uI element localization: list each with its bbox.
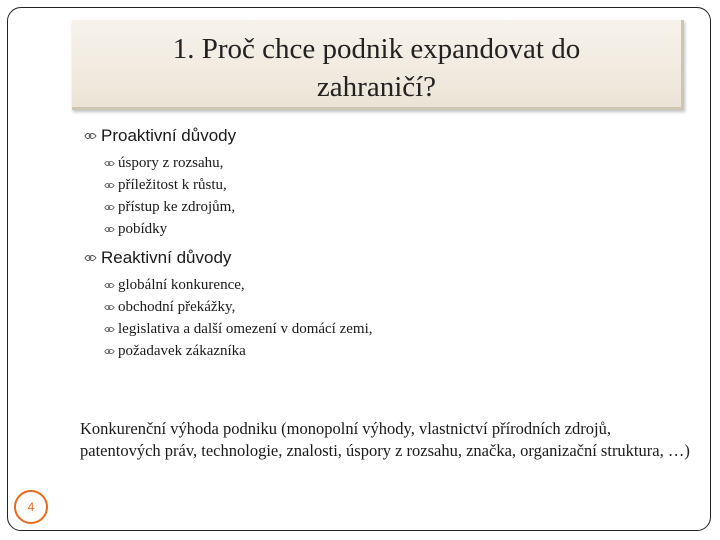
sub-bullet-item: [84, 152, 684, 174]
sub-bullet-label: pobídky: [118, 221, 168, 237]
double-leaf-bullet-icon: [104, 225, 115, 234]
page-number: 4: [27, 500, 35, 514]
sub-bullet-label: globální konkurence,: [118, 277, 245, 293]
slide-title-line-1: 1. Proč chce podnik expandovat do: [172, 33, 581, 65]
sub-bullet-item: [84, 318, 684, 340]
double-leaf-bullet-icon: [104, 347, 115, 356]
bullet-heading-reactive: [84, 246, 684, 270]
double-leaf-bullet-icon: [84, 253, 97, 263]
double-leaf-bullet-icon: [84, 131, 97, 141]
sub-bullet-label: příležitost k růstu,: [118, 177, 227, 193]
slide-title-line-2: zahraničí?: [316, 71, 437, 103]
double-leaf-bullet-icon: [104, 325, 115, 334]
sub-bullet-item: [84, 174, 684, 196]
bullet-heading-label: Reaktivní důvody: [101, 248, 232, 267]
slide-title-box: [72, 20, 684, 110]
sub-bullet-item: [84, 274, 684, 296]
sub-bullet-label: obchodní překážky,: [118, 299, 236, 315]
sub-bullet-item: [84, 340, 684, 362]
bullet-heading-proactive: [84, 124, 684, 148]
bullet-heading-label: Proaktivní důvody: [101, 126, 237, 145]
sub-bullet-label: požadavek zákazníka: [118, 343, 246, 359]
sub-bullet-item: [84, 296, 684, 318]
bullet-list: [84, 124, 684, 362]
double-leaf-bullet-icon: [104, 181, 115, 190]
sub-bullet-label: úspory z rozsahu,: [118, 155, 224, 171]
double-leaf-bullet-icon: [104, 303, 115, 312]
double-leaf-bullet-icon: [104, 203, 115, 212]
competitive-advantage-paragraph: Konkurenční výhoda podniku (monopolní výhody, vlastnictví přírodních zdrojů, patentových práv, technologie, znalosti, úspory z rozsahu, značka, organizační struktura, …): [80, 419, 690, 460]
sub-bullet-item: [84, 196, 684, 218]
double-leaf-bullet-icon: [104, 159, 115, 168]
sub-bullet-item: [84, 218, 684, 240]
double-leaf-bullet-icon: [104, 281, 115, 290]
page-number-badge: [14, 490, 48, 524]
sub-bullet-label: přístup ke zdrojům,: [118, 199, 236, 215]
sub-bullet-label: legislativa a další omezení v domácí zemi,: [118, 321, 373, 337]
